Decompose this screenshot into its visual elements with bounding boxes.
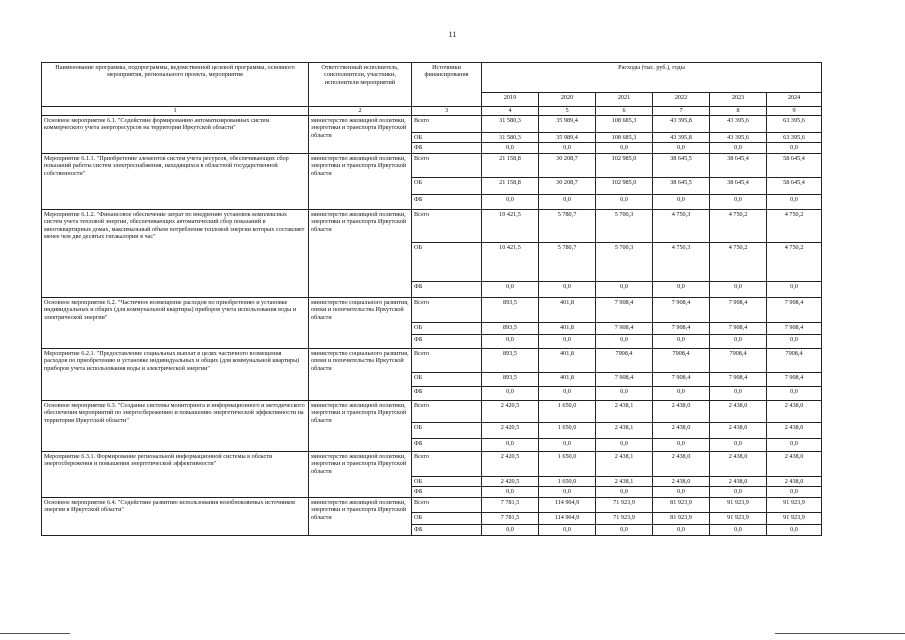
expense-value: 2 438,0	[653, 476, 710, 486]
expense-value: 30 208,7	[539, 177, 596, 194]
expense-value: 2 438,0	[710, 451, 767, 476]
expense-value: 35 989,4	[539, 133, 596, 143]
expense-value: 2 420,5	[482, 422, 539, 438]
executor-name: министерство жилищной политики, энергетики и транспорта Иркутской области	[309, 400, 412, 451]
header-source-column: Источники финансирования	[412, 63, 482, 107]
funding-source: ОБ	[412, 372, 482, 386]
expense-value: 2 438,0	[767, 451, 822, 476]
funding-source: ФБ	[412, 524, 482, 535]
expense-value: 893,5	[482, 297, 539, 322]
expense-value: 0,0	[767, 438, 822, 451]
table-row	[42, 116, 822, 133]
expense-value: 2 438,1	[596, 451, 653, 476]
expense-value: 10 421,5	[482, 209, 539, 242]
expense-value: 0,0	[767, 143, 822, 153]
expense-value: 0,0	[482, 438, 539, 451]
expense-value: 2 420,5	[482, 476, 539, 486]
table-row	[42, 153, 822, 177]
expense-value: 5 700,3	[596, 242, 653, 281]
funding-source: ОБ	[412, 133, 482, 143]
expense-value: 31 580,3	[482, 133, 539, 143]
expense-value: 91 923,9	[710, 497, 767, 512]
expense-value: 1 650,0	[539, 476, 596, 486]
expense-value: 0,0	[539, 194, 596, 209]
expense-value: 81 923,9	[653, 512, 710, 524]
expense-value: 2 438,0	[653, 400, 710, 422]
column-index: 9	[767, 107, 822, 116]
table-row	[42, 400, 822, 422]
expense-value: 7 908,4	[710, 322, 767, 334]
expenses-table	[41, 62, 822, 536]
expense-value: 0,0	[539, 487, 596, 497]
expense-value: 0,0	[596, 143, 653, 153]
executor-name: министерство социального развития, опеки и попечительства Иркутской области	[309, 348, 412, 400]
expense-value: 0,0	[539, 281, 596, 297]
column-index: 2	[309, 107, 412, 116]
column-index: 5	[539, 107, 596, 116]
expense-value: 2 438,0	[710, 422, 767, 438]
funding-source: Всего	[412, 116, 482, 133]
expense-value: 102 985,0	[596, 177, 653, 194]
expense-value: 30 208,7	[539, 153, 596, 177]
funding-source: ОБ	[412, 422, 482, 438]
expense-value: 7 908,4	[596, 297, 653, 322]
table-body	[42, 116, 822, 536]
expense-value: 0,0	[482, 524, 539, 535]
expense-value: 0,0	[596, 524, 653, 535]
expense-value: 2 420,5	[482, 451, 539, 476]
measure-name: Основное мероприятие 6.1. "Содействие формированию автоматизированных систем коммерческого учета энергоресурсов на территории Иркутской области"	[42, 116, 309, 154]
expense-value: 38 645,5	[653, 153, 710, 177]
expense-value: 401,8	[539, 348, 596, 372]
expense-value: 7 908,4	[596, 322, 653, 334]
column-index: 7	[653, 107, 710, 116]
funding-source: ФБ	[412, 386, 482, 400]
funding-source: ФБ	[412, 438, 482, 451]
expense-value: 0,0	[767, 334, 822, 348]
expense-value: 0,0	[596, 281, 653, 297]
funding-source: ОБ	[412, 512, 482, 524]
executor-name: министерство жилищной политики, энергетики и транспорта Иркутской области	[309, 497, 412, 535]
header-year: 2019	[482, 93, 539, 107]
expense-value: 10 421,5	[482, 242, 539, 281]
expense-value: 71 923,9	[596, 497, 653, 512]
expense-value: 114 904,9	[539, 497, 596, 512]
expense-value: 0,0	[539, 438, 596, 451]
expense-value: 2 438,0	[767, 422, 822, 438]
expense-value: 7 908,4	[767, 322, 822, 334]
expense-value: 43 395,8	[653, 116, 710, 133]
expense-value: 7 908,4	[710, 297, 767, 322]
expense-value: 43 395,6	[710, 116, 767, 133]
expense-value: 0,0	[710, 438, 767, 451]
expense-value: 7 908,4	[653, 322, 710, 334]
funding-source: ФБ	[412, 281, 482, 297]
expense-value: 35 989,4	[539, 116, 596, 133]
expense-value: 0,0	[653, 334, 710, 348]
expense-value: 2 420,5	[482, 400, 539, 422]
expense-value: 31 580,3	[482, 116, 539, 133]
column-index: 3	[412, 107, 482, 116]
expense-value: 0,0	[653, 438, 710, 451]
table-row	[42, 451, 822, 476]
expense-value: 43 395,6	[710, 133, 767, 143]
funding-source: Всего	[412, 451, 482, 476]
table-row	[42, 497, 822, 512]
executor-name: министерство социального развития, опеки и попечительства Иркутской области	[309, 297, 412, 348]
expense-value: 893,5	[482, 348, 539, 372]
funding-source: ФБ	[412, 487, 482, 497]
expense-value: 0,0	[596, 334, 653, 348]
expense-value: 0,0	[767, 524, 822, 535]
expense-value: 0,0	[482, 334, 539, 348]
expense-value: 401,8	[539, 297, 596, 322]
executor-name: министерство жилищной политики, энергетики и транспорта Иркутской области	[309, 153, 412, 209]
expense-value: 0,0	[710, 487, 767, 497]
column-index: 8	[710, 107, 767, 116]
bottom-edge-line-left	[0, 633, 70, 634]
bottom-edge-line-right	[775, 633, 905, 634]
expense-value: 63 395,6	[767, 133, 822, 143]
expense-value: 2 438,1	[596, 400, 653, 422]
expense-value: 0,0	[653, 194, 710, 209]
expense-value: 0,0	[653, 281, 710, 297]
expense-value: 0,0	[539, 143, 596, 153]
expense-value: 5 700,3	[596, 209, 653, 242]
expense-value: 91 923,9	[767, 512, 822, 524]
expense-value: 7 908,4	[596, 372, 653, 386]
expense-value: 2 438,0	[710, 476, 767, 486]
expense-value: 38 645,4	[710, 177, 767, 194]
expense-value: 7 781,5	[482, 512, 539, 524]
funding-source: Всего	[412, 400, 482, 422]
expense-value: 102 985,0	[596, 153, 653, 177]
measure-name: Мероприятие 6.2.1. "Предоставление социальных выплат в целях частичного возмещения расходов по приобретению и установке индивидуальных и общих (для коммунальной квартиры) приборов учета использования воды и электрической энергии"	[42, 348, 309, 400]
table-row	[42, 297, 822, 322]
expense-value: 0,0	[539, 334, 596, 348]
expense-value: 4 750,2	[767, 209, 822, 242]
expense-value: 0,0	[482, 143, 539, 153]
expense-value: 401,8	[539, 322, 596, 334]
expense-value: 401,8	[539, 372, 596, 386]
expense-value: 7 908,4	[653, 372, 710, 386]
expense-value: 0,0	[710, 281, 767, 297]
expense-value: 38 645,5	[653, 177, 710, 194]
header-name-column: Наименование программы, подпрограммы, ведомственной целевой программы, основного мероприятия, регионального проекта, мероприятия	[42, 63, 309, 107]
measure-name: Основное мероприятие 6.4. "Содействие развитию использования возобновляемых источников энергии в Иркутской области"	[42, 497, 309, 535]
header-expenses-column: Расходы (тыс. руб.), годы	[482, 63, 822, 93]
measure-name: Основное мероприятие 6.3. "Создание системы мониторинга и информационного и методического обеспечения мероприятий по энергосбережению и повышению энергетической эффективности на территории Иркутской области"	[42, 400, 309, 451]
executor-name: министерство жилищной политики, энергетики и транспорта Иркутской области	[309, 116, 412, 154]
expense-value: 4 750,2	[710, 242, 767, 281]
funding-source: Всего	[412, 348, 482, 372]
expense-value: 0,0	[767, 281, 822, 297]
funding-source: Всего	[412, 297, 482, 322]
expense-value: 0,0	[710, 143, 767, 153]
expense-value: 5 780,7	[539, 209, 596, 242]
funding-source: ФБ	[412, 194, 482, 209]
expense-value: 0,0	[653, 143, 710, 153]
expense-value: 0,0	[539, 386, 596, 400]
expense-value: 0,0	[482, 386, 539, 400]
expense-value: 7908,4	[653, 348, 710, 372]
expense-value: 4 750,2	[767, 242, 822, 281]
expense-value: 7908,4	[767, 348, 822, 372]
expense-value: 7908,4	[596, 348, 653, 372]
expense-value: 58 645,4	[767, 177, 822, 194]
expense-value: 0,0	[539, 524, 596, 535]
measure-name: Основное мероприятие 6.2. "Частичное возмещение расходов по приобретению и установке индивидуальных и общих (для коммунальной квартиры) приборов учета использования воды и электрической энергии"	[42, 297, 309, 348]
expense-value: 893,5	[482, 372, 539, 386]
expense-value: 0,0	[710, 334, 767, 348]
expense-value: 1 650,0	[539, 422, 596, 438]
header-year: 2021	[596, 93, 653, 107]
expense-value: 0,0	[767, 386, 822, 400]
expense-value: 7 908,4	[653, 297, 710, 322]
column-index: 1	[42, 107, 309, 116]
expense-value: 108 685,3	[596, 133, 653, 143]
funding-source: ОБ	[412, 177, 482, 194]
expense-value: 0,0	[596, 438, 653, 451]
header-year: 2022	[653, 93, 710, 107]
column-index: 4	[482, 107, 539, 116]
expense-value: 0,0	[653, 386, 710, 400]
column-index: 6	[596, 107, 653, 116]
expense-value: 0,0	[596, 487, 653, 497]
page-number: 11	[448, 30, 457, 39]
funding-source: ОБ	[412, 476, 482, 486]
expense-value: 0,0	[596, 386, 653, 400]
expense-value: 58 645,4	[767, 153, 822, 177]
expense-value: 0,0	[653, 487, 710, 497]
header-year: 2020	[539, 93, 596, 107]
expense-value: 114 904,9	[539, 512, 596, 524]
expense-value: 4 750,3	[653, 209, 710, 242]
expense-value: 7 908,4	[710, 372, 767, 386]
expense-value: 2 438,0	[767, 476, 822, 486]
expense-value: 81 923,9	[653, 497, 710, 512]
table-row	[42, 348, 822, 372]
expense-value: 0,0	[710, 194, 767, 209]
expense-value: 108 685,3	[596, 116, 653, 133]
expense-value: 7 908,4	[767, 297, 822, 322]
expense-value: 2 438,1	[596, 476, 653, 486]
expense-value: 71 923,9	[596, 512, 653, 524]
expense-value: 1 650,0	[539, 400, 596, 422]
measure-name: Мероприятие 6.1.1. "Приобретение элементов систем учета ресурсов, обеспечивающих сбор показаний работы систем электроснабжения, находящихся в областной государственной собственности"	[42, 153, 309, 209]
expense-value: 2 438,0	[767, 400, 822, 422]
expense-value: 0,0	[767, 487, 822, 497]
expense-value: 0,0	[767, 194, 822, 209]
funding-source: ОБ	[412, 242, 482, 281]
executor-name: министерство жилищной политики, энергетики и транспорта Иркутской области	[309, 209, 412, 297]
expense-value: 91 923,9	[767, 497, 822, 512]
expense-value: 0,0	[710, 386, 767, 400]
expense-value: 5 780,7	[539, 242, 596, 281]
expense-value: 2 438,0	[653, 422, 710, 438]
funding-source: Всего	[412, 497, 482, 512]
measure-name: Мероприятие 6.1.2. "Финансовое обеспечение затрат по внедрению установок комплексных систем учета тепловой энергии, обеспечивающих автоматический сбор показаний в многоквартирных домах, максимальный объем потребления тепловой энергии которых составляет менее чем две десятых гигакалории в час"	[42, 209, 309, 297]
expense-value: 63 395,6	[767, 116, 822, 133]
expense-value: 7908,4	[710, 348, 767, 372]
expense-value: 0,0	[482, 487, 539, 497]
expense-value: 0,0	[653, 524, 710, 535]
funding-source: ФБ	[412, 334, 482, 348]
expense-value: 0,0	[710, 524, 767, 535]
expense-value: 2 438,1	[596, 422, 653, 438]
funding-source: Всего	[412, 153, 482, 177]
table-row	[42, 209, 822, 242]
header-executor-column: Ответственный исполнитель, соисполнители, участники, исполнители мероприятий	[309, 63, 412, 107]
expense-value: 4 750,2	[710, 209, 767, 242]
expense-value: 7 781,5	[482, 497, 539, 512]
funding-source: Всего	[412, 209, 482, 242]
header-year: 2023	[710, 93, 767, 107]
executor-name: министерство жилищной политики, энергетики и транспорта Иркутской области	[309, 451, 412, 497]
expense-value: 21 158,8	[482, 177, 539, 194]
expense-value: 4 750,3	[653, 242, 710, 281]
expense-value: 893,5	[482, 322, 539, 334]
expense-value: 0,0	[482, 281, 539, 297]
expense-value: 2 438,0	[710, 400, 767, 422]
expense-value: 43 395,8	[653, 133, 710, 143]
expense-value: 21 158,8	[482, 153, 539, 177]
expense-value: 7 908,4	[767, 372, 822, 386]
funding-source: ОБ	[412, 322, 482, 334]
expense-value: 2 438,0	[653, 451, 710, 476]
expense-value: 38 645,4	[710, 153, 767, 177]
expense-value: 1 650,0	[539, 451, 596, 476]
expense-value: 0,0	[482, 194, 539, 209]
measure-name: Мероприятие 6.3.1. Формирование региональной информационной системы в области энергосбережения и повышения энергетической эффективности"	[42, 451, 309, 497]
expense-value: 0,0	[596, 194, 653, 209]
funding-source: ФБ	[412, 143, 482, 153]
header-year: 2024	[767, 93, 822, 107]
expense-value: 91 923,9	[710, 512, 767, 524]
